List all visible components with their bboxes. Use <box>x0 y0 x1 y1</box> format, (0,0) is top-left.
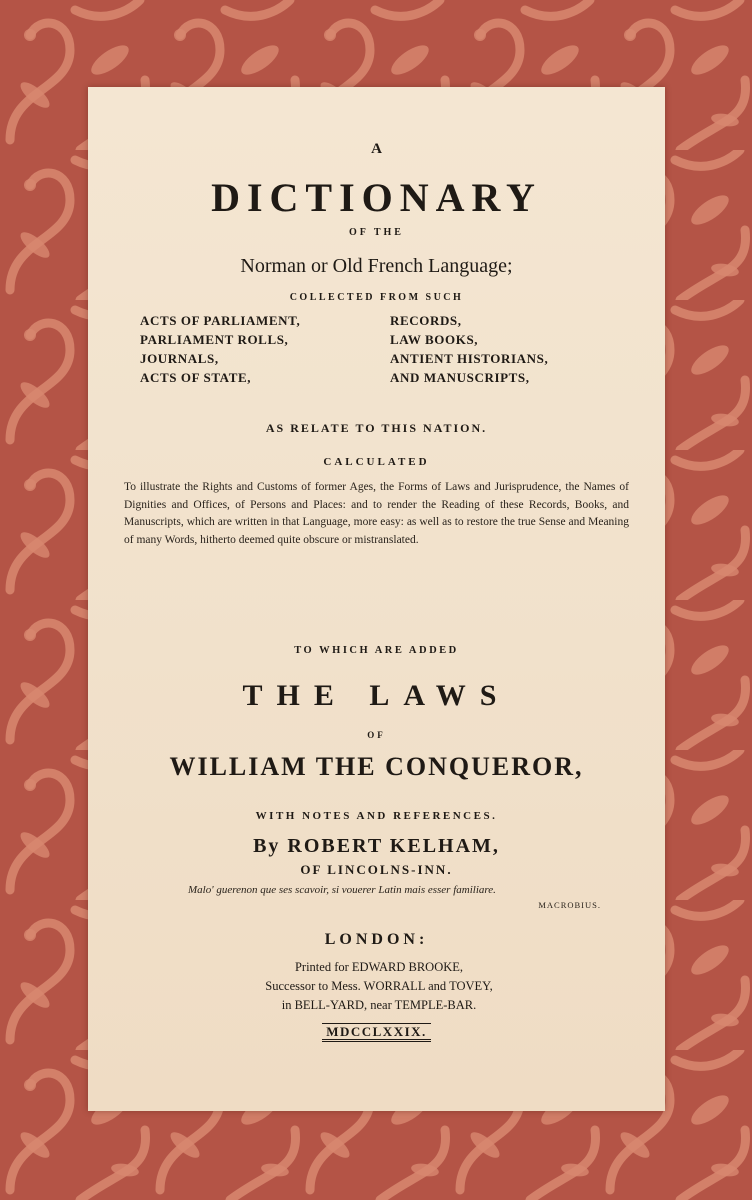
subtitle: Norman or Old French Language; <box>240 255 513 277</box>
of-line: OF <box>367 730 386 740</box>
source-item: ANTIENT HISTORIANS, <box>390 351 549 366</box>
source-item: RECORDS, <box>390 313 462 328</box>
sources-right-column <box>390 311 548 387</box>
main-title: DICTIONARY <box>211 175 542 220</box>
epigraph-author: MACROBIUS. <box>538 900 601 910</box>
sources-list <box>140 311 620 401</box>
imprint-line: Printed for EDWARD BROOKE, <box>294 960 464 974</box>
source-item: AND MANUSCRIPTS, <box>390 370 530 385</box>
added-line: TO WHICH ARE ADDED <box>294 645 459 656</box>
publication-date <box>88 1024 665 1040</box>
of-the-line: OF THE <box>349 227 404 238</box>
sources-left-column <box>140 311 300 387</box>
publication-date-text: MDCCLXXIX. <box>322 1023 431 1042</box>
source-item: PARLIAMENT ROLLS, <box>140 332 289 347</box>
imprint-city: LONDON: <box>324 931 429 948</box>
relate-line: AS RELATE TO THIS NATION. <box>265 421 488 435</box>
purpose-paragraph: To illustrate the Rights and Customs of former Ages, the Forms of Laws and Jurisprudence, the Names of Dignities and Offices, of Persons and Places: and to render the Reading of these Records, Books, and Manuscripts, which are written in that Language, more easy: as well as to restore the true Sense and Meaning of many Words, hitherto deemed quite obscure or mistranslated. <box>124 481 629 546</box>
imprint-line: Successor to Mess. WORRALL and TOVEY, <box>265 979 493 993</box>
inn-line: OF LINCOLNS-INN. <box>300 862 453 877</box>
epigraph-quote: Malo' guerenon que ses scavoir, si vouerer Latin mais esser familiare. <box>188 884 496 896</box>
william-title: WILLIAM THE CONQUEROR, <box>169 752 584 781</box>
source-item: LAW BOOKS, <box>390 332 479 347</box>
collected-line: COLLECTED FROM SUCH <box>289 292 464 303</box>
laws-title: THE LAWS <box>242 679 511 712</box>
author-line: By ROBERT KELHAM, <box>253 835 500 857</box>
imprint-line: in BELL-YARD, near TEMPLE-BAR. <box>281 998 477 1012</box>
source-item: JOURNALS, <box>140 351 219 366</box>
source-item: ACTS OF PARLIAMENT, <box>140 313 301 328</box>
title-article: A <box>371 141 382 157</box>
title-page <box>88 87 665 1111</box>
source-item: ACTS OF STATE, <box>140 370 252 385</box>
calculated-line: CALCULATED <box>323 456 430 468</box>
notes-line: WITH NOTES AND REFERENCES. <box>255 810 498 822</box>
imprint <box>144 958 614 1015</box>
